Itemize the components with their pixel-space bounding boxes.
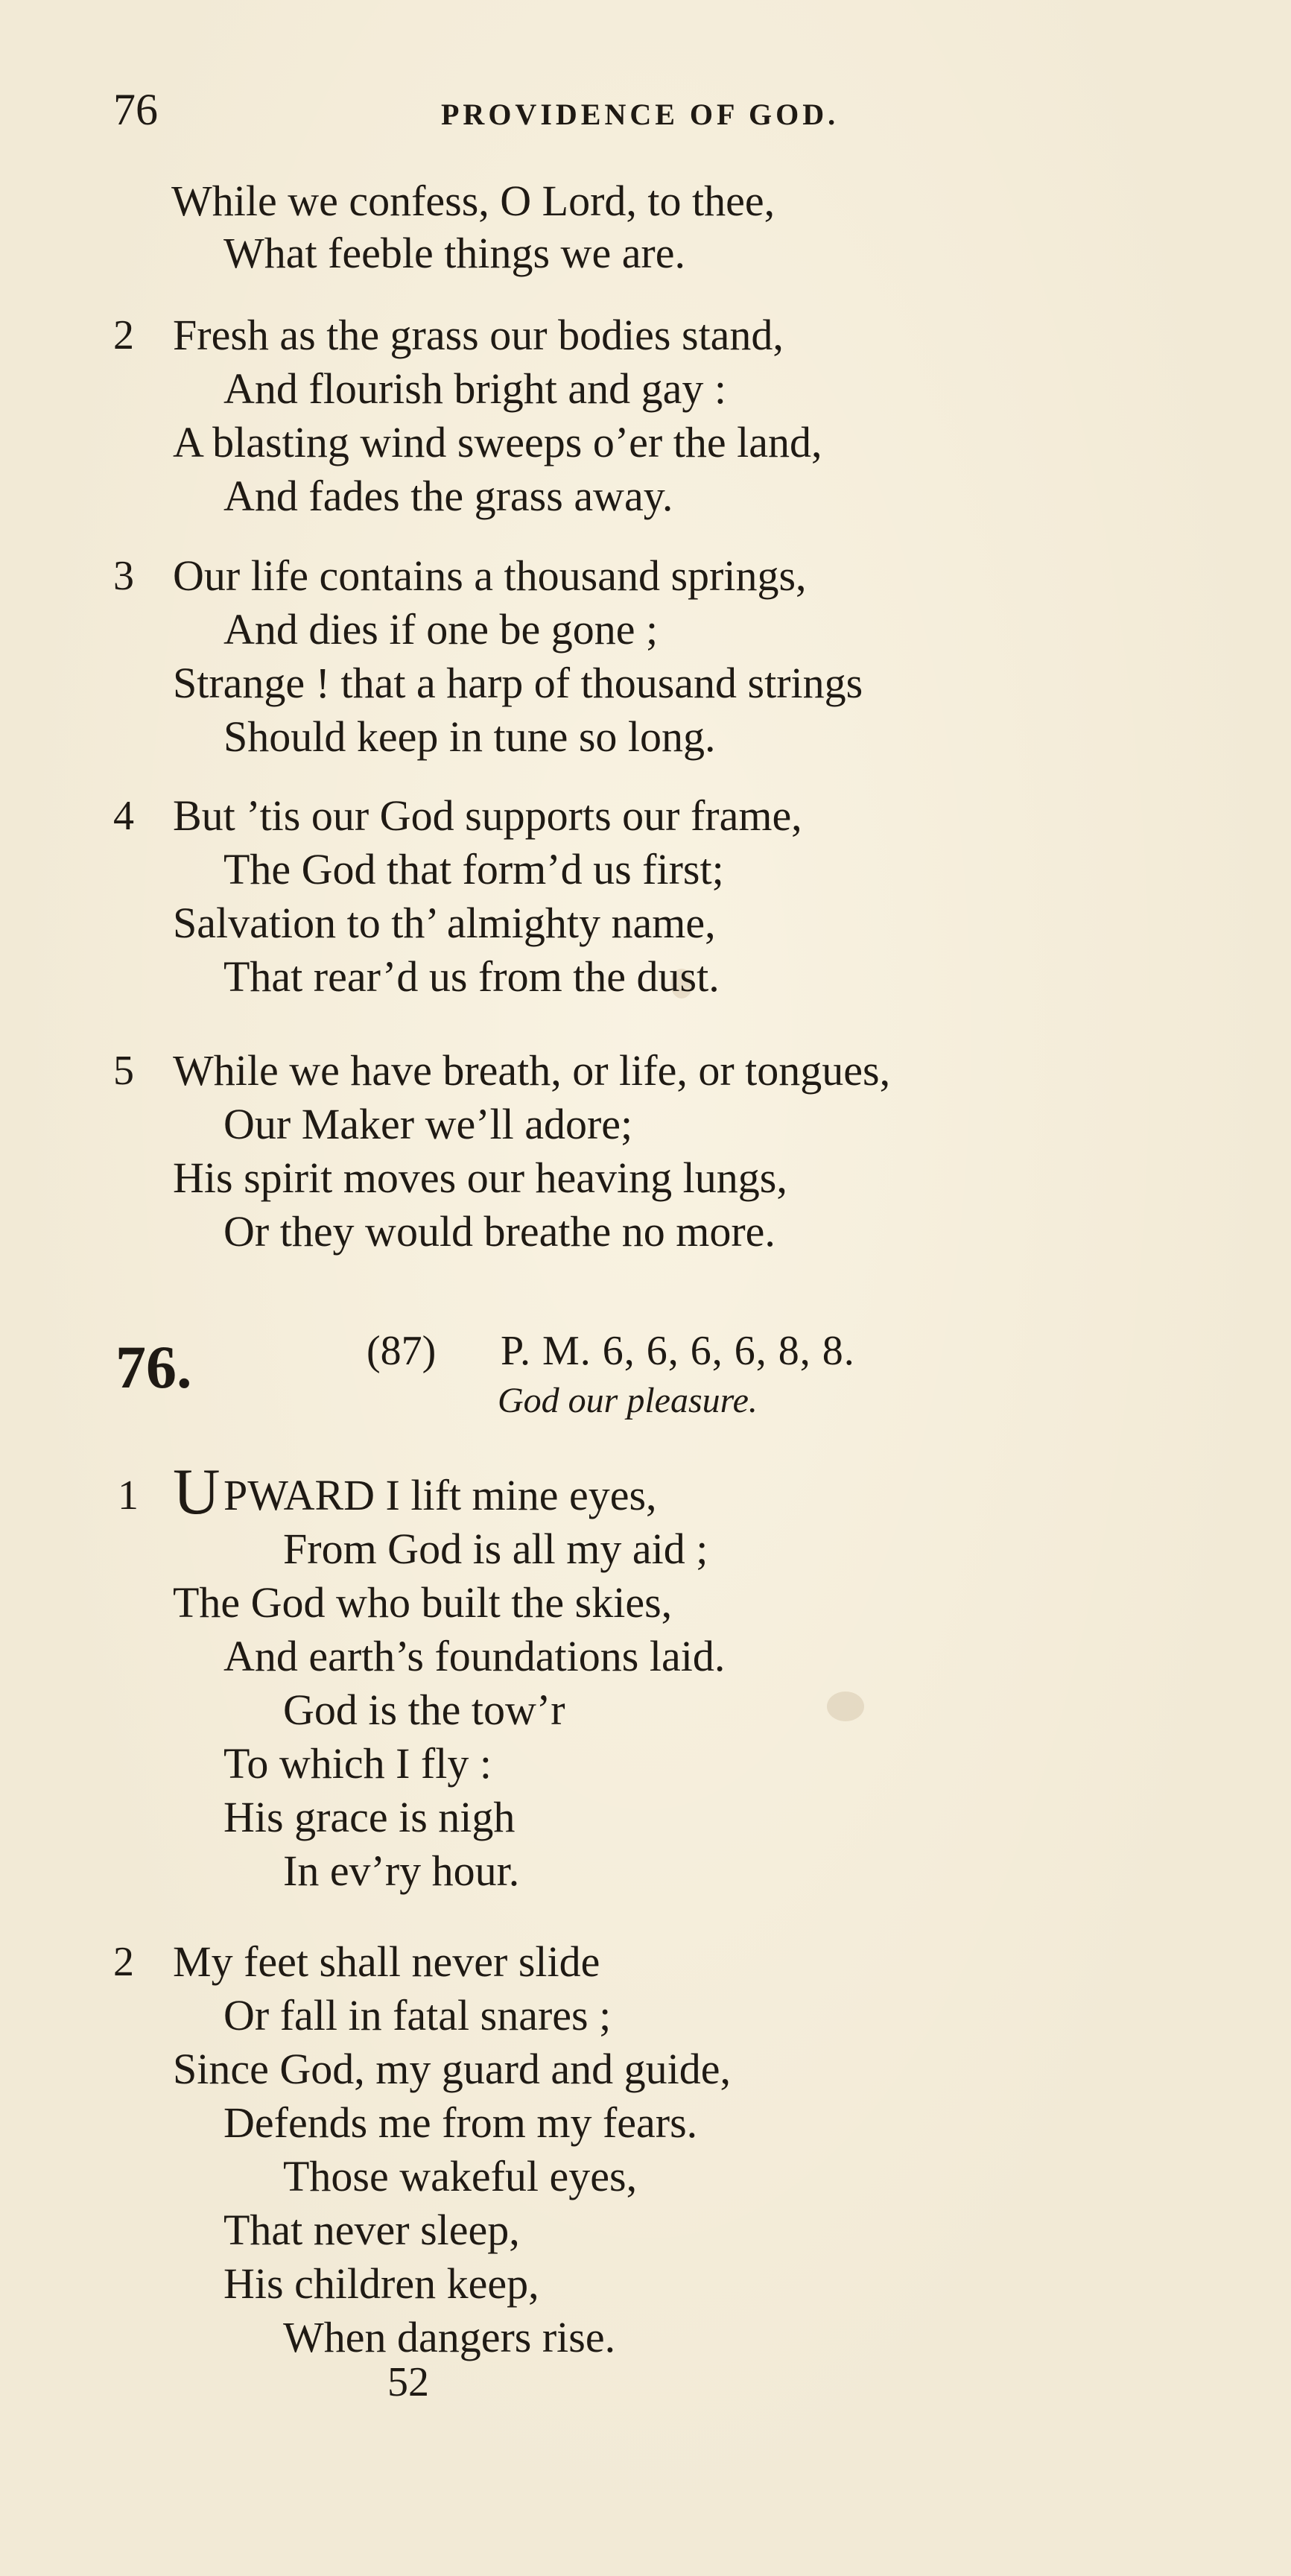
paper-stain [827,1692,864,1721]
verse-line: From God is all my aid ; [283,1525,708,1573]
verse-line: Our Maker we’ll adore; [223,1100,633,1148]
page-number: 76 [113,85,158,134]
verse-line: The God that form’d us first; [223,845,724,893]
verse-line: Our life contains a thousand springs, [173,551,807,600]
verse-number: 5 [113,1048,134,1094]
verse-line: Since God, my guard and guide, [173,2045,732,2093]
tune-reference: (87) [367,1328,437,1374]
verse-number: 1 [118,1472,139,1519]
verse-line: Or fall in fatal snares ; [223,1991,612,2039]
verse-line: Those wakeful eyes, [283,2152,638,2200]
verse-number: 4 [113,793,134,839]
verse-number: 3 [113,553,134,599]
verse-line: That never sleep, [223,2206,520,2254]
verse-line: PWARD I lift mine eyes, [223,1471,657,1519]
hymn-number: 76. [115,1333,192,1401]
verse-line: His spirit moves our heaving lungs, [173,1153,787,1202]
verse-line: The God who built the skies, [173,1578,673,1627]
verse-number: 2 [113,312,134,358]
verse-line: A blasting wind sweeps o’er the land, [173,418,822,466]
verse-number: 2 [113,1939,134,1985]
verse-line: What feeble things we are. [223,229,685,277]
verse-line: His children keep, [223,2259,539,2308]
verse-line: In ev’ry hour. [283,1846,520,1895]
verse-line: While we have breath, or life, or tongues, [173,1046,891,1095]
running-head: PROVIDENCE OF GOD. [441,98,840,131]
verse-line: That rear’d us from the dust. [223,952,720,1001]
verse-line: But ’tis our God supports our frame, [173,791,802,840]
verse-line: God is the tow’r [283,1686,565,1734]
verse-line: His grace is nigh [223,1793,516,1841]
verse-line: When dangers rise. [283,2313,616,2361]
verse-line: Should keep in tune so long. [223,712,716,761]
page-header [113,83,955,143]
signature-mark: 52 [387,2359,429,2405]
verse-line: Or they would breathe no more. [223,1207,775,1256]
verse-line: And dies if one be gone ; [223,605,659,654]
verse-line: My feet shall never slide [173,1937,600,1986]
verse-line: Fresh as the grass our bodies stand, [173,311,784,359]
hymn-title: God our pleasure. [498,1381,758,1420]
verse-line: And fades the grass away. [223,472,673,520]
verse-line: And flourish bright and gay : [223,364,726,413]
verse-line: Defends me from my fears. [223,2098,698,2147]
verse-line: While we confess, O Lord, to thee, [171,177,775,225]
verse-line: Strange ! that a harp of thousand strings [173,659,863,707]
verse-line: To which I fly : [223,1739,492,1788]
verse-line: And earth’s foundations laid. [223,1632,726,1680]
drop-cap: U [173,1456,221,1528]
hymn-meter: P. M. 6, 6, 6, 6, 8, 8. [501,1328,855,1374]
verse-line: Salvation to th’ almighty name, [173,899,716,947]
